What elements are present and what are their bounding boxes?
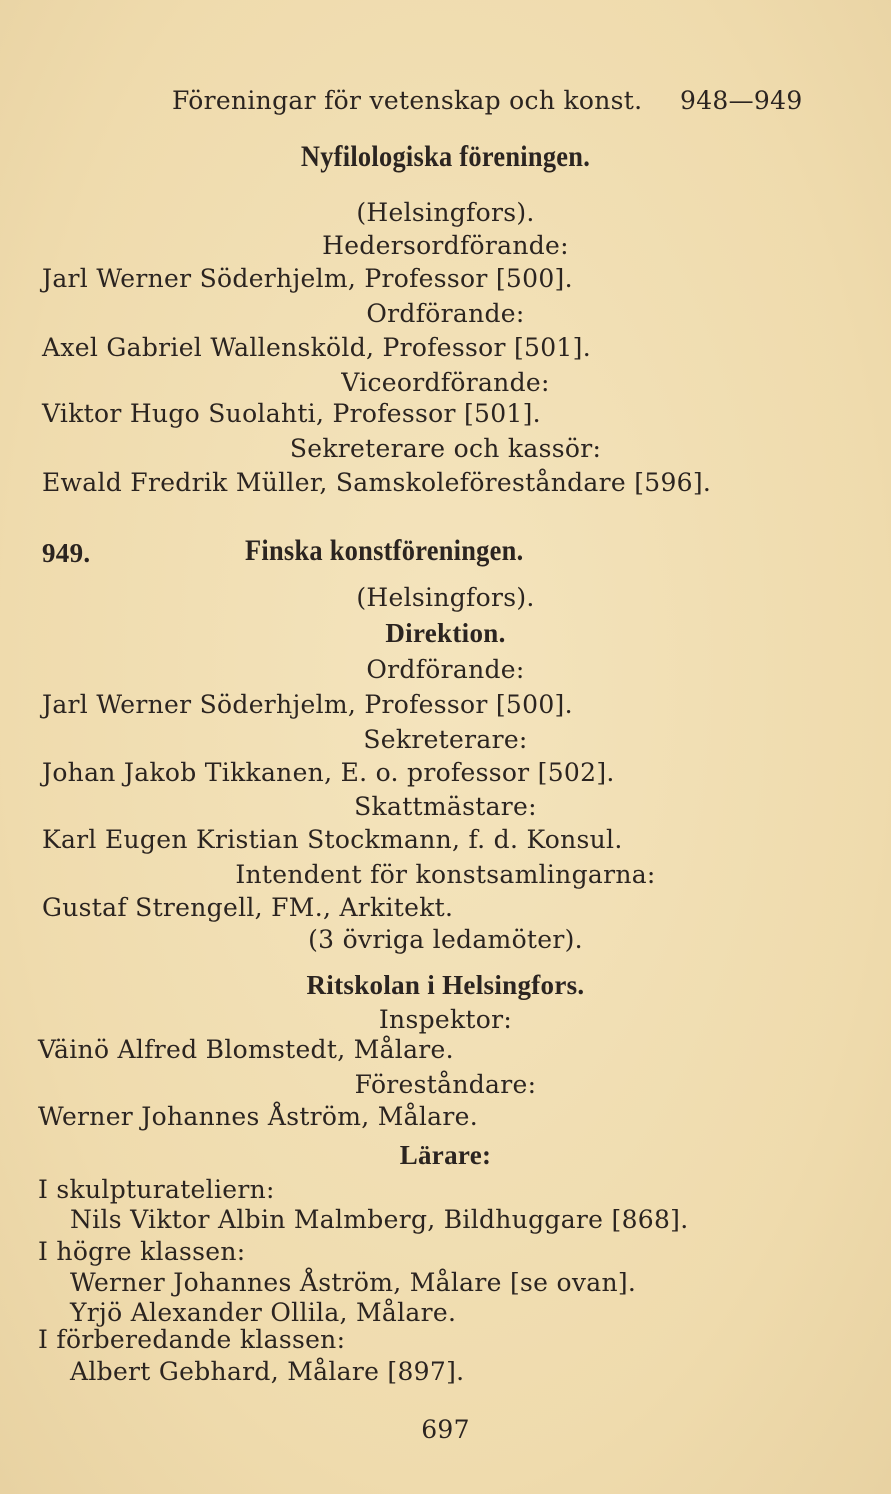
role-label: Viceordförande: <box>341 368 550 397</box>
school-title: Ritskolan i Helsingfors. <box>306 970 585 1000</box>
member-name: Jarl Werner Söderhjelm, Professor [500]. <box>42 690 573 719</box>
member-name: Jarl Werner Söderhjelm, Professor [500]. <box>42 264 573 293</box>
role-label: Hedersordförande: <box>322 231 569 260</box>
member-name: Ewald Fredrik Müller, Samskoleföreståndare [596]. <box>42 468 712 497</box>
location: (Helsingfors). <box>356 198 535 227</box>
role-label: Ordförande: <box>366 655 525 684</box>
section-title: Finska konstföreningen. <box>244 534 524 567</box>
class-label: I förberedande klassen: <box>38 1325 346 1354</box>
role-label: Intendent för konstsamlingarna: <box>235 860 656 889</box>
section-number: 949. <box>42 538 91 568</box>
teacher-name: Albert Gebhard, Målare [897]. <box>70 1357 465 1386</box>
class-label: I skulpturateliern: <box>38 1175 275 1204</box>
teacher-name: Nils Viktor Albin Malmberg, Bildhuggare [868]. <box>70 1205 689 1234</box>
member-name: Väinö Alfred Blomstedt, Målare. <box>38 1035 454 1064</box>
role-label: Sekreterare: <box>363 725 528 754</box>
role-label: Föreståndare: <box>354 1070 537 1099</box>
section-title: Nyfilologiska föreningen. <box>300 140 591 173</box>
role-label: Skattmästare: <box>354 792 537 821</box>
page-number: 697 <box>421 1415 470 1444</box>
member-name: Viktor Hugo Suolahti, Professor [501]. <box>42 399 541 428</box>
role-label: Inspektor: <box>378 1005 513 1034</box>
member-name: Axel Gabriel Wallensköld, Professor [501]. <box>42 333 591 362</box>
teacher-name: Yrjö Alexander Ollila, Målare. <box>70 1298 457 1327</box>
member-name: Gustaf Strengell, FM., Arkitekt. <box>42 893 454 922</box>
member-name: Werner Johannes Åström, Målare. <box>38 1102 478 1131</box>
location: (Helsingfors). <box>356 583 535 612</box>
teacher-name: Werner Johannes Åström, Målare [se ovan]. <box>70 1268 637 1297</box>
page-range: 948—949 <box>680 86 803 115</box>
role-label: Ordförande: <box>366 299 525 328</box>
running-title: Föreningar för vetenskap och konst. <box>172 86 643 115</box>
member-name: Karl Eugen Kristian Stockmann, f. d. Konsul. <box>42 825 623 854</box>
teachers-heading: Lärare: <box>399 1140 492 1170</box>
class-label: I högre klassen: <box>38 1237 246 1266</box>
member-name: Johan Jakob Tikkanen, E. o. professor [502]. <box>42 758 615 787</box>
subheading: Direktion. <box>385 618 506 648</box>
role-label: Sekreterare och kassör: <box>289 434 602 463</box>
others-note: (3 övriga ledamöter). <box>308 925 583 954</box>
